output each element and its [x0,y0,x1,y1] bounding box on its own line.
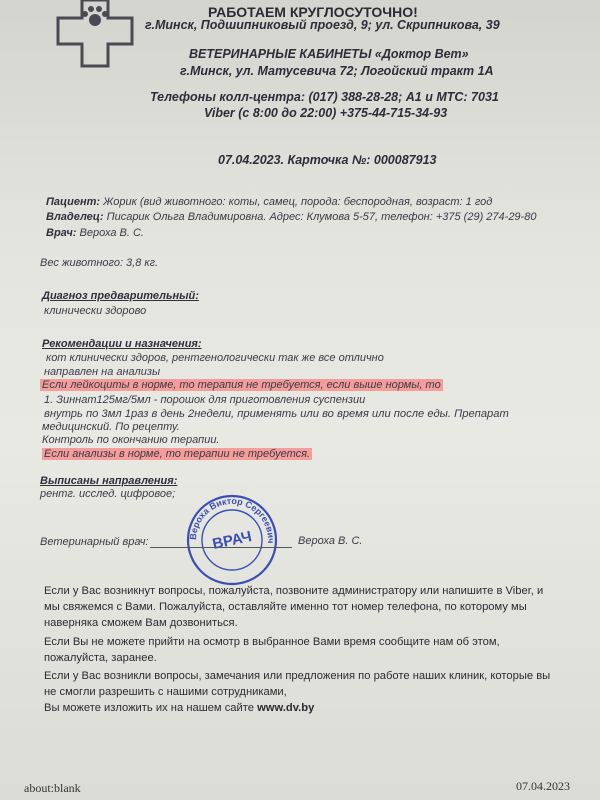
owner-row [46,211,536,223]
doctor-row [46,227,144,239]
weight-line: Вес животного: 3,8 кг. [40,257,159,269]
signature-label: Ветеринарный врач: [40,536,149,548]
viber-line: Viber (с 8:00 до 22:00) +375-44-715-34-93 [204,106,448,120]
diagnosis-value: клинически здорово [44,305,147,317]
stamp-center-text: ВРАЧ [210,528,254,553]
footer-url: about:blank [24,781,81,795]
referrals-value: рентг. исслед. цифровое; [40,488,176,500]
phones-line: Телефоны колл-центра: (017) 388-28-28; А1 и МТС: 7031 [150,90,499,104]
card-title: 07.04.2023. Карточка №: 000087913 [218,153,437,167]
diagnosis-label: Диагноз предварительный: [42,290,199,302]
note-paragraph-3: Если у Вас возникли вопросы, замечания или предложения по работе наших клиник, которые вы не смогли разрешить с нашими сотрудниками, [44,670,551,698]
patient-value: Жорик (вид животного: коты, самец, порода: беспородная, возраст: 1 год [103,196,493,208]
doctor-stamp [186,494,278,586]
patient-row [46,196,492,208]
site-link[interactable]: www.dv.by [257,702,315,714]
referrals-label: Выписаны направления: [40,475,178,487]
doctor-value: Вероха В. С. [79,227,144,239]
note-paragraph-1: Если у Вас возникнут вопросы, пожалуйста, позвоните администратору или напишите в Viber, и мы свяжемся с Вами. Пожалуйста, оставляйте именно тот номер телефона, по которому мы наверняка сможем Вам дозвониться. [44,585,544,629]
stamp-ring-text: Вероха Виктор Сергеевич [187,495,277,544]
rec-line-3-highlighted [40,379,443,391]
note-paragraph-3b [44,700,314,716]
note-paragraph-2: Если Вы не можете прийти на осмотр в выбранное Вами время сообщите нам об этом, пожалуйста, заранее. [44,636,500,664]
rec-line-4: 1. Зиннат125мг/5мл - порошок для приготовления суспензии [44,394,366,406]
owner-value: Писарик Ольга Владимировна. Адрес: Клумова 5-57, телефон: +375 (29) 274-29-80 [106,211,537,223]
patient-label: Пациент: [46,196,101,208]
footer-date: 07.04.2023 [516,779,570,793]
doctor-label: Врач: [46,227,77,239]
vet-cross-paw-logo [56,0,134,68]
rec-line-5: внутрь по 3мл 1раз в день 2недели, применять или во время или после еды. Препарат [44,408,509,420]
recommendations-label: Рекомендации и назначения: [42,338,202,350]
rec-line-6: медицинский. По рецепту. [42,421,180,433]
address-line-2: г.Минск, ул. Матусевича 72; Логойский тракт 1А [180,64,494,78]
owner-label: Владелец: [46,211,104,223]
rec-line-1: кот клинически здоров, рентгенологически так же все отлично [46,352,384,364]
clinic-name: ВЕТЕРИНАРНЫЕ КАБИНЕТЫ «Доктор Вет» [189,47,469,61]
address-line-1: г.Минск, Подшипниковый проезд, 9; ул. Скрипникова, 39 [145,18,500,32]
rec-line-8-highlighted [42,448,312,460]
rec-line-2: направлен на анализы [44,366,161,378]
site-prefix: Вы можете изложить их на нашем сайте [44,702,258,714]
open-247-heading: РАБОТАЕМ КРУГЛОСУТОЧНО! [208,4,418,20]
rec-line-7: Контроль по окончанию терапии. [42,434,220,446]
highlight-mark: Если анализы в норме, то терапии не требуется. [44,448,311,460]
highlight-mark: Если лейкоциты в норме, то терапия не требуется, если выше нормы, то [42,379,441,391]
signature-name: Вероха В. С. [298,535,363,547]
